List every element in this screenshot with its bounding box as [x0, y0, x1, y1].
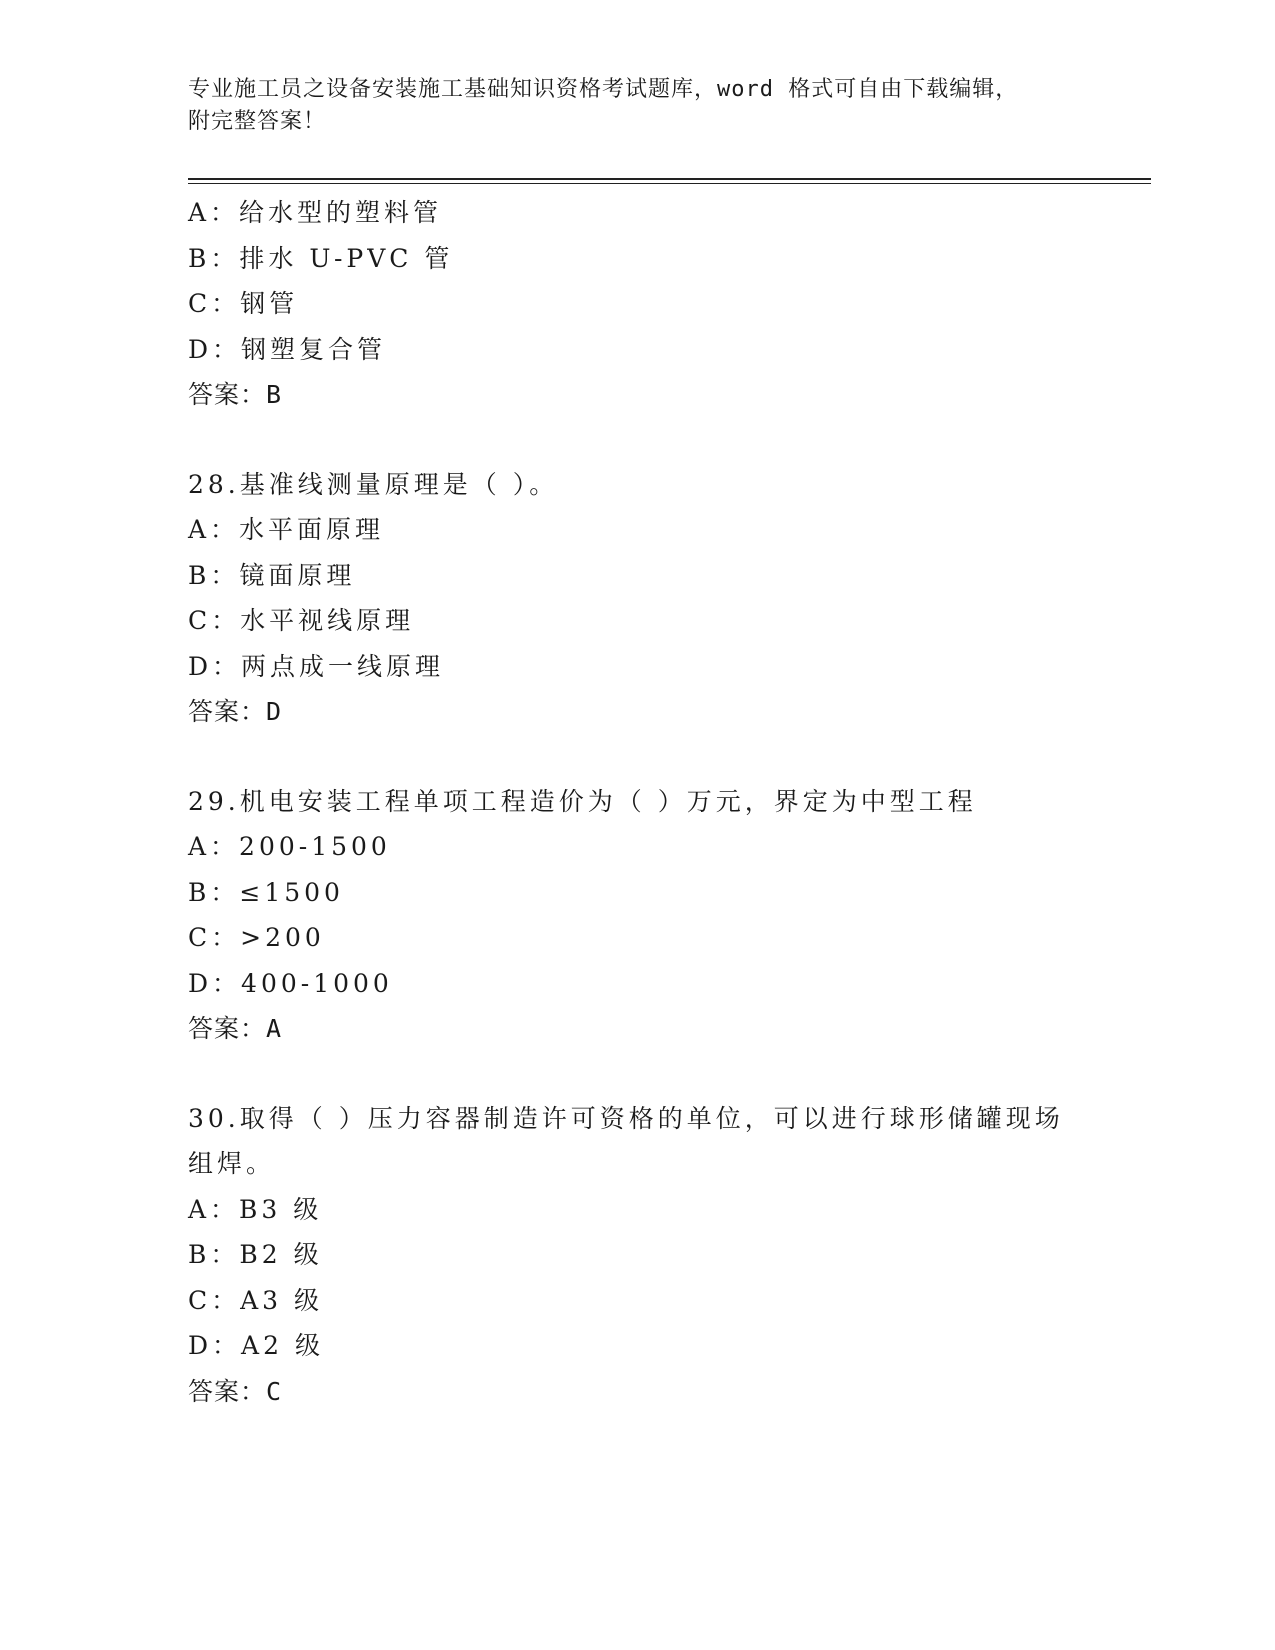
option-a: A：水平面原理	[188, 515, 385, 544]
option-b: B：≤1500	[188, 877, 344, 907]
option-b: B：镜面原理	[188, 560, 356, 590]
answer-line: 答案：B	[188, 380, 283, 409]
question-30	[188, 1096, 1088, 1415]
question-text-line-2: 组焊。	[188, 1149, 276, 1178]
question-text: 29.机电安装工程单项工程造价为（ ）万元，界定为中型工程	[188, 786, 977, 816]
option-b: B：B2 级	[188, 1240, 323, 1269]
question-text-line-1: 30.取得（ ）压力容器制造许可资格的单位，可以进行球形储罐现场	[188, 1103, 1064, 1133]
option-d: D：钢塑复合管	[188, 334, 387, 364]
option-d: D：400-1000	[188, 968, 393, 998]
question-28	[188, 462, 1088, 735]
question-27	[188, 190, 1088, 418]
option-b: B：排水 U-PVC 管	[188, 243, 454, 273]
question-spacer	[188, 1052, 1088, 1096]
option-d: D：两点成一线原理	[188, 651, 445, 681]
header-divider-thick	[188, 178, 1151, 180]
option-c: C：>200	[188, 923, 325, 952]
option-c: C：钢管	[188, 289, 299, 318]
question-text: 28.基准线测量原理是（ ）。	[188, 469, 559, 499]
question-spacer	[188, 735, 1088, 779]
question-list	[188, 190, 1088, 1414]
answer-line: 答案：C	[188, 1376, 283, 1406]
option-d: D：A2 级	[188, 1331, 324, 1360]
question-29	[188, 779, 1088, 1052]
document-header	[188, 74, 1068, 138]
answer-line: 答案：D	[188, 697, 283, 726]
option-a: A：B3 级	[188, 1194, 323, 1224]
header-line-1: 专业施工员之设备安装施工基础知识资格考试题库，word 格式可自由下载编辑，	[188, 77, 1019, 102]
option-c: C：A3 级	[188, 1285, 324, 1315]
option-c: C：水平视线原理	[188, 606, 415, 635]
header-line-2: 附完整答案！	[188, 109, 327, 134]
option-a: A：200-1500	[188, 832, 391, 861]
header-divider-thin	[188, 183, 1151, 184]
question-spacer	[188, 418, 1088, 462]
answer-line: 答案：A	[188, 1014, 283, 1043]
option-a: A：给水型的塑料管	[188, 198, 443, 227]
